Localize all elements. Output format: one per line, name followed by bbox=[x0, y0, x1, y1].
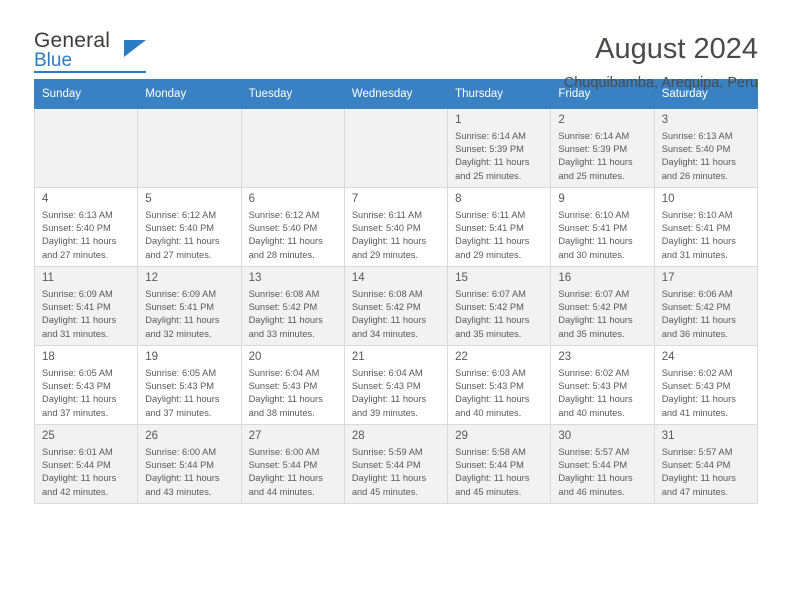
day-cell-content bbox=[138, 267, 240, 345]
day-info-line: Daylight: 11 hours bbox=[661, 473, 736, 484]
day-info-line: and 27 minutes. bbox=[145, 249, 212, 260]
day-info-line: Daylight: 11 hours bbox=[42, 315, 117, 326]
logo-underline bbox=[34, 71, 146, 73]
day-cell-content bbox=[551, 346, 653, 424]
day-number: 28 bbox=[351, 430, 365, 442]
day-info-line: Sunrise: 6:02 AM bbox=[558, 368, 630, 378]
day-info-line: Daylight: 11 hours bbox=[248, 236, 323, 247]
calendar-day-cell[interactable] bbox=[344, 267, 447, 346]
day-info-line: Sunrise: 6:00 AM bbox=[145, 447, 217, 457]
day-info-line: Sunrise: 6:00 AM bbox=[248, 447, 320, 457]
day-info-line: and 32 minutes. bbox=[145, 328, 212, 339]
calendar-day-cell[interactable] bbox=[654, 425, 757, 504]
day-info-line: and 40 minutes. bbox=[455, 407, 522, 418]
day-info-line: Sunrise: 6:07 AM bbox=[558, 289, 630, 299]
day-number: 9 bbox=[558, 193, 565, 205]
calendar-day-cell[interactable] bbox=[654, 346, 757, 425]
day-info-line: and 35 minutes. bbox=[558, 328, 625, 339]
day-info-line: Sunrise: 5:57 AM bbox=[558, 447, 630, 457]
day-info-line: Sunrise: 6:08 AM bbox=[351, 289, 423, 299]
day-info-line: Sunrise: 6:11 AM bbox=[351, 210, 422, 220]
day-sun-info bbox=[662, 367, 751, 420]
day-info-line: and 34 minutes. bbox=[351, 328, 418, 339]
day-info-line: Sunrise: 5:58 AM bbox=[455, 447, 526, 457]
day-sun-info bbox=[42, 288, 131, 341]
day-number: 14 bbox=[351, 272, 365, 284]
day-info-line: Sunset: 5:44 PM bbox=[351, 460, 421, 471]
day-cell-content bbox=[35, 109, 137, 187]
day-number: 18 bbox=[42, 351, 55, 363]
day-info-line: Sunset: 5:44 PM bbox=[455, 460, 524, 471]
day-number: 11 bbox=[42, 272, 54, 284]
day-info-line: Sunrise: 6:14 AM bbox=[558, 131, 630, 141]
day-cell-content bbox=[345, 267, 447, 345]
calendar-day-cell[interactable] bbox=[448, 267, 551, 346]
day-info-line: Sunrise: 6:10 AM bbox=[661, 210, 733, 220]
day-cell-content bbox=[138, 188, 240, 266]
day-info-line: Daylight: 11 hours bbox=[455, 315, 530, 326]
day-info-line: Sunset: 5:40 PM bbox=[248, 223, 318, 234]
day-info-line: and 31 minutes. bbox=[42, 328, 109, 339]
day-info-line: and 47 minutes. bbox=[661, 486, 728, 497]
day-info-line: Daylight: 11 hours bbox=[351, 315, 427, 326]
calendar-day-cell[interactable] bbox=[241, 346, 344, 425]
day-info-line: Daylight: 11 hours bbox=[558, 236, 633, 247]
day-number: 6 bbox=[248, 193, 255, 205]
day-number: 20 bbox=[248, 351, 262, 363]
day-cell-content bbox=[655, 188, 757, 266]
day-sun-info bbox=[662, 288, 751, 341]
day-sun-info bbox=[249, 209, 338, 262]
day-cell-content bbox=[35, 267, 137, 345]
day-number: 5 bbox=[145, 193, 152, 205]
calendar-day-cell[interactable] bbox=[551, 425, 654, 504]
day-cell-content bbox=[655, 425, 757, 503]
day-info-line: Sunrise: 6:09 AM bbox=[145, 289, 217, 299]
day-info-line: Sunrise: 6:13 AM bbox=[661, 131, 733, 141]
calendar-day-cell[interactable] bbox=[35, 425, 138, 504]
calendar-day-cell[interactable] bbox=[138, 109, 241, 188]
day-number: 3 bbox=[661, 114, 669, 126]
day-sun-info bbox=[42, 367, 131, 420]
day-info-line: Daylight: 11 hours bbox=[248, 394, 323, 405]
day-cell-content bbox=[551, 188, 653, 266]
calendar-body bbox=[35, 109, 758, 504]
calendar-day-cell[interactable] bbox=[551, 346, 654, 425]
day-info-line: Sunrise: 6:07 AM bbox=[455, 289, 526, 299]
day-sun-info bbox=[455, 446, 544, 499]
day-info-line: and 25 minutes. bbox=[558, 170, 625, 181]
day-info-line: Daylight: 11 hours bbox=[661, 236, 736, 247]
day-sun-info bbox=[662, 209, 751, 262]
day-info-line: and 35 minutes. bbox=[455, 328, 522, 339]
day-sun-info bbox=[558, 367, 647, 420]
logo-text-general: General bbox=[34, 29, 111, 52]
weekday-header-wednesday: Wednesday bbox=[344, 80, 447, 109]
day-info-line: Sunset: 5:43 PM bbox=[455, 381, 524, 392]
day-cell-content bbox=[448, 188, 550, 266]
day-number: 17 bbox=[661, 272, 675, 284]
calendar-week-row bbox=[35, 109, 758, 188]
day-info-line: Sunrise: 6:14 AM bbox=[455, 131, 526, 141]
day-info-line: Sunset: 5:43 PM bbox=[42, 381, 111, 392]
calendar-day-cell[interactable] bbox=[241, 109, 344, 188]
day-number: 30 bbox=[558, 430, 572, 442]
calendar-day-cell[interactable] bbox=[448, 188, 551, 267]
day-info-line: Sunrise: 6:13 AM bbox=[42, 210, 113, 220]
page-header bbox=[34, 0, 758, 91]
day-info-line: Sunset: 5:41 PM bbox=[145, 302, 215, 313]
day-info-line: Daylight: 11 hours bbox=[351, 236, 427, 247]
calendar-day-cell[interactable] bbox=[35, 188, 138, 267]
day-info-line: Sunrise: 6:12 AM bbox=[145, 210, 217, 220]
calendar-day-cell[interactable] bbox=[344, 109, 447, 188]
weekday-header-sunday: Sunday bbox=[35, 80, 138, 109]
day-info-line: Sunset: 5:43 PM bbox=[661, 381, 731, 392]
day-info-line: and 29 minutes. bbox=[455, 249, 522, 260]
day-info-line: Sunset: 5:41 PM bbox=[455, 223, 524, 234]
day-info-line: and 37 minutes. bbox=[145, 407, 212, 418]
day-info-line: and 41 minutes. bbox=[661, 407, 728, 418]
calendar-day-cell[interactable] bbox=[551, 109, 654, 188]
day-info-line: Sunset: 5:43 PM bbox=[351, 381, 421, 392]
day-info-line: Daylight: 11 hours bbox=[42, 236, 117, 247]
day-info-line: and 44 minutes. bbox=[248, 486, 315, 497]
page-title: August 2024 bbox=[595, 33, 758, 65]
weekday-header-friday: Friday bbox=[551, 80, 654, 109]
day-sun-info bbox=[662, 130, 751, 183]
day-cell-content bbox=[35, 346, 137, 424]
day-sun-info bbox=[145, 288, 234, 341]
day-info-line: and 38 minutes. bbox=[248, 407, 315, 418]
day-info-line: and 46 minutes. bbox=[558, 486, 625, 497]
day-info-line: and 26 minutes. bbox=[661, 170, 728, 181]
day-info-line: Sunset: 5:40 PM bbox=[351, 223, 421, 234]
day-info-line: Sunset: 5:42 PM bbox=[455, 302, 524, 313]
day-sun-info bbox=[455, 209, 544, 262]
day-number: 22 bbox=[455, 351, 468, 363]
day-info-line: Sunset: 5:40 PM bbox=[145, 223, 215, 234]
calendar-day-cell[interactable] bbox=[448, 425, 551, 504]
location-subtitle: Chuquibamba, Arequipa, Peru bbox=[563, 75, 758, 91]
calendar-day-cell[interactable] bbox=[551, 188, 654, 267]
day-info-line: and 45 minutes. bbox=[455, 486, 522, 497]
title-block bbox=[564, 30, 758, 92]
day-info-line: and 39 minutes. bbox=[351, 407, 418, 418]
calendar-day-cell[interactable] bbox=[654, 188, 757, 267]
day-info-line: and 36 minutes. bbox=[661, 328, 728, 339]
day-number: 19 bbox=[145, 351, 159, 363]
day-cell-content bbox=[138, 109, 240, 187]
day-number: 2 bbox=[558, 114, 565, 126]
day-info-line: Sunset: 5:44 PM bbox=[42, 460, 111, 471]
day-info-line: and 25 minutes. bbox=[455, 170, 522, 181]
day-sun-info bbox=[558, 288, 647, 341]
day-sun-info bbox=[145, 446, 234, 499]
day-sun-info bbox=[145, 209, 234, 262]
day-cell-content bbox=[345, 346, 447, 424]
day-sun-info bbox=[558, 209, 647, 262]
day-number: 12 bbox=[145, 272, 159, 284]
day-cell-content bbox=[138, 425, 240, 503]
day-info-line: and 29 minutes. bbox=[351, 249, 418, 260]
day-cell-content bbox=[551, 425, 653, 503]
day-info-line: and 45 minutes. bbox=[351, 486, 418, 497]
day-info-line: Daylight: 11 hours bbox=[351, 473, 427, 484]
day-cell-content bbox=[448, 267, 550, 345]
day-sun-info bbox=[455, 288, 544, 341]
calendar-day-cell[interactable] bbox=[448, 109, 551, 188]
day-cell-content bbox=[551, 267, 653, 345]
day-cell-content bbox=[448, 109, 550, 187]
weekday-header-monday: Monday bbox=[138, 80, 241, 109]
day-info-line: Daylight: 11 hours bbox=[455, 157, 530, 168]
day-number: 27 bbox=[248, 430, 262, 442]
day-cell-content bbox=[655, 267, 757, 345]
day-info-line: Daylight: 11 hours bbox=[351, 394, 427, 405]
day-info-line: Daylight: 11 hours bbox=[248, 315, 323, 326]
day-info-line: Daylight: 11 hours bbox=[248, 473, 323, 484]
day-cell-content bbox=[345, 188, 447, 266]
day-info-line: Sunrise: 5:57 AM bbox=[661, 447, 733, 457]
day-info-line: Sunset: 5:44 PM bbox=[248, 460, 318, 471]
day-info-line: Sunset: 5:43 PM bbox=[145, 381, 215, 392]
day-info-line: and 40 minutes. bbox=[558, 407, 625, 418]
weekday-header-saturday: Saturday bbox=[654, 80, 757, 109]
day-cell-content bbox=[242, 267, 344, 345]
day-info-line: Sunset: 5:44 PM bbox=[661, 460, 731, 471]
calendar-table bbox=[34, 79, 758, 504]
day-cell-content bbox=[242, 109, 344, 187]
day-info-line: Sunset: 5:43 PM bbox=[248, 381, 318, 392]
calendar-day-cell[interactable] bbox=[241, 267, 344, 346]
calendar-day-cell[interactable] bbox=[138, 188, 241, 267]
day-number: 16 bbox=[558, 272, 572, 284]
day-info-line: Sunset: 5:42 PM bbox=[248, 302, 318, 313]
weekday-header-tuesday: Tuesday bbox=[241, 80, 344, 109]
day-cell-content bbox=[35, 188, 137, 266]
calendar-day-cell[interactable] bbox=[35, 267, 138, 346]
day-cell-content bbox=[242, 425, 344, 503]
day-info-line: Daylight: 11 hours bbox=[558, 473, 633, 484]
calendar-week-row bbox=[35, 188, 758, 267]
day-info-line: Sunrise: 6:09 AM bbox=[42, 289, 113, 299]
day-info-line: Sunrise: 6:08 AM bbox=[248, 289, 320, 299]
day-info-line: Daylight: 11 hours bbox=[558, 394, 633, 405]
calendar-day-cell[interactable] bbox=[344, 188, 447, 267]
day-info-line: Sunset: 5:39 PM bbox=[558, 144, 628, 155]
day-number: 23 bbox=[558, 351, 572, 363]
day-info-line: Sunset: 5:44 PM bbox=[145, 460, 215, 471]
calendar-day-cell[interactable] bbox=[138, 267, 241, 346]
day-info-line: Sunrise: 6:05 AM bbox=[42, 368, 113, 378]
day-sun-info bbox=[558, 446, 647, 499]
day-info-line: Sunrise: 6:06 AM bbox=[661, 289, 733, 299]
calendar-week-row bbox=[35, 346, 758, 425]
day-info-line: Daylight: 11 hours bbox=[558, 315, 633, 326]
day-info-line: Sunset: 5:41 PM bbox=[661, 223, 731, 234]
day-info-line: Sunset: 5:40 PM bbox=[661, 144, 731, 155]
day-cell-content bbox=[448, 425, 550, 503]
day-info-line: Sunset: 5:39 PM bbox=[455, 144, 524, 155]
day-info-line: Sunset: 5:40 PM bbox=[42, 223, 111, 234]
calendar-week-row bbox=[35, 267, 758, 346]
day-number: 26 bbox=[145, 430, 159, 442]
day-sun-info bbox=[558, 130, 647, 183]
day-number: 15 bbox=[455, 272, 468, 284]
day-info-line: and 42 minutes. bbox=[42, 486, 109, 497]
day-info-line: Sunrise: 6:03 AM bbox=[455, 368, 526, 378]
day-info-line: and 28 minutes. bbox=[248, 249, 315, 260]
day-info-line: and 27 minutes. bbox=[42, 249, 109, 260]
day-number: 29 bbox=[455, 430, 468, 442]
logo-text-blue: Blue bbox=[34, 50, 73, 71]
day-cell-content bbox=[551, 109, 653, 187]
day-cell-content bbox=[242, 188, 344, 266]
day-sun-info bbox=[249, 446, 338, 499]
day-info-line: Daylight: 11 hours bbox=[455, 473, 530, 484]
day-info-line: Daylight: 11 hours bbox=[145, 236, 220, 247]
calendar-day-cell[interactable] bbox=[241, 425, 344, 504]
day-number: 10 bbox=[661, 193, 675, 205]
day-info-line: Sunrise: 6:02 AM bbox=[661, 368, 733, 378]
flag-icon bbox=[124, 40, 146, 57]
day-sun-info bbox=[249, 367, 338, 420]
day-info-line: Daylight: 11 hours bbox=[661, 394, 736, 405]
day-cell-content bbox=[345, 425, 447, 503]
day-sun-info bbox=[42, 446, 131, 499]
calendar-day-cell[interactable] bbox=[138, 346, 241, 425]
day-number: 13 bbox=[248, 272, 262, 284]
day-cell-content bbox=[655, 109, 757, 187]
day-info-line: Sunset: 5:44 PM bbox=[558, 460, 628, 471]
calendar-week-row bbox=[35, 425, 758, 504]
day-cell-content bbox=[138, 346, 240, 424]
day-info-line: Sunrise: 6:12 AM bbox=[248, 210, 320, 220]
day-info-line: Daylight: 11 hours bbox=[42, 394, 117, 405]
day-info-line: and 33 minutes. bbox=[248, 328, 315, 339]
calendar-day-cell[interactable] bbox=[35, 109, 138, 188]
calendar-day-cell[interactable] bbox=[654, 267, 757, 346]
day-info-line: and 43 minutes. bbox=[145, 486, 212, 497]
logo[interactable] bbox=[34, 30, 152, 74]
day-info-line: Daylight: 11 hours bbox=[42, 473, 117, 484]
day-number: 4 bbox=[42, 193, 49, 205]
day-info-line: Sunrise: 6:10 AM bbox=[558, 210, 630, 220]
day-cell-content bbox=[448, 346, 550, 424]
day-info-line: Daylight: 11 hours bbox=[558, 157, 633, 168]
calendar-day-cell[interactable] bbox=[344, 346, 447, 425]
calendar-day-cell[interactable] bbox=[551, 267, 654, 346]
day-info-line: Sunset: 5:41 PM bbox=[42, 302, 111, 313]
day-number: 7 bbox=[351, 193, 359, 205]
calendar-day-cell[interactable] bbox=[344, 425, 447, 504]
day-sun-info bbox=[352, 288, 441, 341]
day-number: 21 bbox=[351, 351, 365, 363]
day-sun-info bbox=[249, 288, 338, 341]
day-info-line: Daylight: 11 hours bbox=[455, 236, 530, 247]
calendar-day-cell[interactable] bbox=[35, 346, 138, 425]
day-sun-info bbox=[352, 446, 441, 499]
day-cell-content bbox=[242, 346, 344, 424]
day-info-line: Sunset: 5:42 PM bbox=[661, 302, 731, 313]
day-info-line: Sunset: 5:42 PM bbox=[351, 302, 421, 313]
day-info-line: Sunrise: 6:11 AM bbox=[455, 210, 526, 220]
day-info-line: and 31 minutes. bbox=[661, 249, 728, 260]
day-info-line: Sunset: 5:41 PM bbox=[558, 223, 628, 234]
day-number: 31 bbox=[661, 430, 675, 442]
day-sun-info bbox=[455, 130, 544, 183]
day-info-line: Sunrise: 6:04 AM bbox=[351, 368, 423, 378]
calendar-day-cell[interactable] bbox=[138, 425, 241, 504]
day-info-line: Sunrise: 6:05 AM bbox=[145, 368, 217, 378]
day-info-line: Sunrise: 5:59 AM bbox=[351, 447, 423, 457]
day-sun-info bbox=[662, 446, 751, 499]
day-sun-info bbox=[455, 367, 544, 420]
day-info-line: Daylight: 11 hours bbox=[661, 315, 736, 326]
day-info-line: Sunset: 5:43 PM bbox=[558, 381, 628, 392]
day-number: 25 bbox=[42, 430, 55, 442]
day-cell-content bbox=[345, 109, 447, 187]
calendar-day-cell[interactable] bbox=[654, 109, 757, 188]
day-info-line: and 37 minutes. bbox=[42, 407, 109, 418]
day-sun-info bbox=[42, 209, 131, 262]
day-sun-info bbox=[145, 367, 234, 420]
day-sun-info bbox=[352, 209, 441, 262]
day-info-line: Daylight: 11 hours bbox=[661, 157, 736, 168]
day-info-line: Sunrise: 6:01 AM bbox=[42, 447, 113, 457]
day-number: 8 bbox=[455, 193, 462, 205]
day-number: 24 bbox=[661, 351, 675, 363]
day-info-line: and 30 minutes. bbox=[558, 249, 625, 260]
calendar-day-cell[interactable] bbox=[241, 188, 344, 267]
day-info-line: Sunset: 5:42 PM bbox=[558, 302, 628, 313]
weekday-header-thursday: Thursday bbox=[448, 80, 551, 109]
day-cell-content bbox=[655, 346, 757, 424]
day-sun-info bbox=[352, 367, 441, 420]
day-info-line: Daylight: 11 hours bbox=[145, 315, 220, 326]
calendar-day-cell[interactable] bbox=[448, 346, 551, 425]
day-info-line: Daylight: 11 hours bbox=[145, 473, 220, 484]
day-number: 1 bbox=[455, 114, 462, 126]
day-info-line: Daylight: 11 hours bbox=[145, 394, 220, 405]
day-info-line: Sunrise: 6:04 AM bbox=[248, 368, 320, 378]
day-cell-content bbox=[35, 425, 137, 503]
day-info-line: Daylight: 11 hours bbox=[455, 394, 530, 405]
